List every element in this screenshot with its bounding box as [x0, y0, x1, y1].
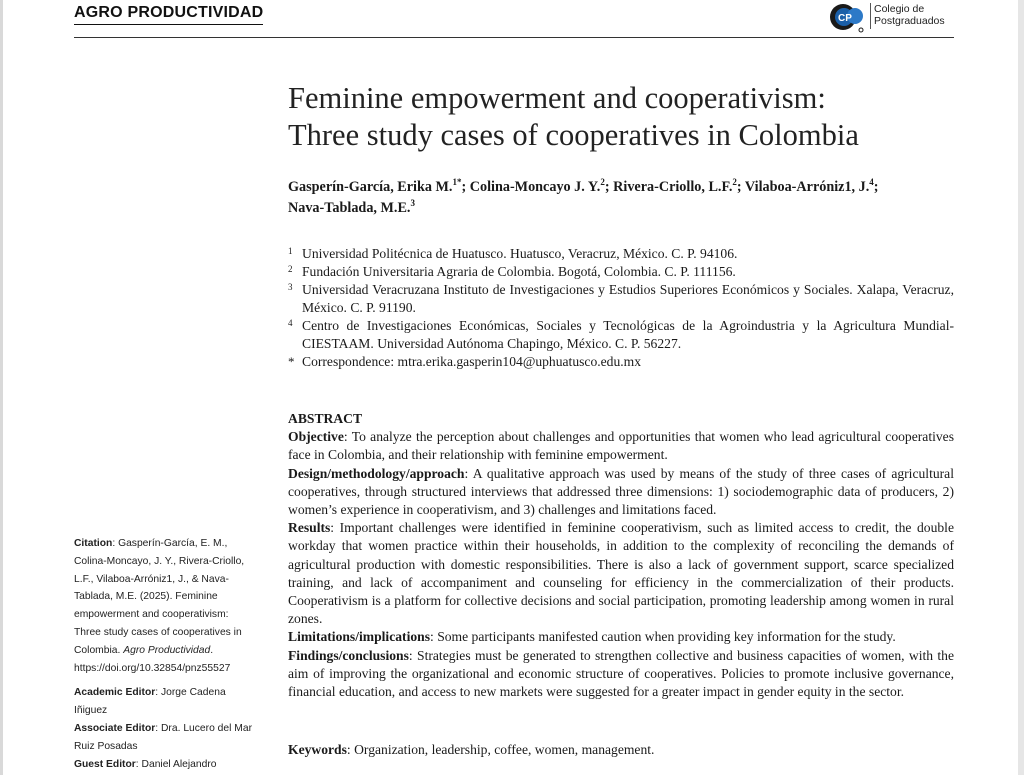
editor-name: Daniel Alejandro [141, 758, 217, 770]
editor-label: Academic Editor [74, 687, 156, 699]
abstract-objective: Objective: To analyze the perception about challenges and opportunities that women who lead agricultural cooperatives face in Colombia, and their relationship with feminine empowerment. [288, 429, 955, 463]
author-name: Nava-Tablada, M.E. [288, 200, 411, 216]
correspondence-mark: * [288, 354, 295, 369]
affiliation-text: Centro de Investigaciones Económicas, Sociales y Tecnológicas de la Agroindustria y la Agricultura Mundial-CIESTAAM. Universidad Autónoma Chapingo, México. C. P. 56227. [302, 318, 954, 351]
section-text: To analyze the perception about challenges and opportunities that women who lead agricultural cooperatives face in Colombia, and their relationship with feminine empowerment. [288, 429, 955, 463]
editor-name: Dra. Lucero del Mar Ruiz Posadas [74, 722, 252, 752]
citation-sidebar [74, 535, 256, 773]
abstract-findings: Findings/conclusions: Strategies must be generated to strengthen collective and business capacities of women, with the aim of improving the organizational and economic structure of cooperatives. Policies to promote inclusive governance, financial education, and access to new markets were suggested for a greater impact in gender equity in the sector. [288, 647, 954, 700]
logo-text-line-1: Colegio de [874, 3, 925, 15]
logo-mark-text: CP [838, 13, 852, 24]
section-label: Objective [288, 429, 344, 445]
affiliation-text: Universidad Veracruzana Instituto de Investigaciones y Estudios Superiores Económicos y Sociales. Xalapa, Veracruz, México. C. P. 91190. [302, 282, 954, 315]
section-label: Results [288, 520, 331, 536]
affiliation-mark: 2 [288, 264, 293, 274]
journal-name: AGRO PRODUCTIVIDAD [74, 4, 263, 25]
title-line-1: Feminine empowerment and cooperativism: [288, 81, 826, 115]
header-rule [74, 37, 954, 38]
abstract-results: Results: Important challenges were identified in feminine cooperativism, such as limited access to credit, the double workday that women practice within their households, in addition to the complexity of reconciling the demands of agricultural production with domestic responsibilities. There is also a lack of government support, scarce specialized training, and lack of accompaniment and counseling for efficiency in the commercialization of their products. Cooperativism is a platform for collective decisions and social participation, promoting leadership among women in rural zones. [288, 520, 954, 627]
citation-label: Citation [74, 538, 113, 549]
author-affil-mark: 1* [452, 177, 462, 187]
affiliation-mark: 3 [288, 282, 293, 292]
cp-logo-icon [828, 0, 868, 34]
affiliation-text: Universidad Politécnica de Huatusco. Huatusco, Veracruz, México. C. P. 94106. [302, 246, 738, 261]
section-label: Design/methodology/approach [288, 465, 465, 481]
affiliation-text: Fundación Universitaria Agraria de Colombia. Bogotá, Colombia. C. P. 111156. [302, 264, 736, 279]
editor-label: Guest Editor [74, 758, 136, 770]
author-name: Colina-Moncayo J. Y. [469, 179, 601, 195]
abstract-design: Design/methodology/approach: A qualitative approach was used by means of the study of three cases of agricultural cooperatives, through structured interviews that addressed three dimensions: 1) sociodemographic data of producers, 2) women’s experience in cooperativism, and 3) challenges and limitations faced. [288, 465, 954, 518]
affiliation-list [288, 245, 954, 371]
keywords-text: Organization, leadership, coffee, women, management. [354, 742, 655, 757]
guest-editor: Guest Editor: Daniel Alejandro [74, 758, 217, 770]
author-list: Gasperín-García, Erika M.$^{1*}$; Colina-Moncayo J. Y.$^2$; Rivera-Criollo, L.F.$^2$; Vilaboa-Arróniz1, J.$^4$; Nava-Tablada, M.E.$^3$ [288, 177, 879, 216]
section-text: Important challenges were identified in feminine cooperativism, such as limited access to credit, the double workday that women practice within their households, in addition to the complexity of reconciling the demands of agricultural production with domestic responsibilities. There is also a lack of government support, scarce specialized training, and lack of accompaniment and counseling for efficiency in the commercialization of their products. Cooperativism is a platform for collective decisions and social participation, promoting leadership among women in rural zones. [288, 520, 954, 627]
author-affil-mark: 2 [732, 177, 737, 187]
title-line-2: Three study cases of cooperatives in Colombia [288, 118, 859, 152]
editor-label: Associate Editor [74, 722, 156, 734]
logo-divider [870, 3, 871, 29]
section-text: A qualitative approach was used by means of the study of three cases of agricultural cooperatives, through structured interviews that addressed three dimensions: 1) sociodemographic data of producers, 2) women’s experience in cooperativism, and 3) challenges and limitations faced. [288, 465, 954, 518]
affiliation-item [288, 263, 954, 281]
logo-text-line-2: Postgraduados [874, 15, 945, 27]
keywords: Keywords: Organization, leadership, coffee, women, management. [288, 742, 655, 757]
citation-text: Gasperín-García, E. M., Colina-Moncayo, J. Y., Rivera-Criollo, L.F., Vilaboa-Arróniz1, J., & Nava-Tablada, M.E. (2025). Feminine empowerment and cooperativism: Three study cases of cooperatives in Colombia. [74, 538, 245, 656]
author-name: Gasperín-García, Erika M. [288, 179, 453, 195]
section-text: Strategies must be generated to strengthen collective and business capacities of women, with the aim of improving the organizational and economic structure of cooperatives. Policies to promote inclusive governance, financial education, and access to new markets were suggested for a greater impact in gender equity in the sector. [288, 647, 954, 700]
citation: Citation: Gasperín-García, E. M., Colina-Moncayo, J. Y., Rivera-Criollo, L.F., Vilaboa-Arróniz1, J., & Nava-Tablada, M.E. (2025). Feminine empowerment and cooperativism: Three study cases of cooperatives in Colombia. Agro Productividad. https://doi.org/10.32854/pnz55527 [74, 538, 245, 674]
author-affil-mark: 2 [600, 177, 605, 187]
viewer-left-edge [0, 0, 3, 775]
institution-logo [828, 0, 958, 34]
viewer-scrollbar[interactable] [1018, 0, 1024, 775]
logo-text [874, 3, 958, 27]
citation-journal: Agro Productividad [123, 644, 211, 656]
section-label: Findings/conclusions [288, 647, 409, 663]
author-name: Vilaboa-Arróniz1, J. [744, 179, 870, 195]
associate-editor: Associate Editor: Dra. Lucero del Mar Ruiz Posadas [74, 722, 252, 752]
keywords-label: Keywords [288, 742, 347, 757]
abstract-heading: ABSTRACT [288, 411, 363, 426]
affiliation-item [288, 317, 954, 353]
correspondence-text[interactable]: Correspondence: mtra.erika.gasperin104@uphuatusco.edu.mx [302, 354, 642, 369]
affiliation-item [288, 245, 954, 263]
article-title [288, 80, 968, 154]
editor-name: Jorge Cadena Iñiguez [74, 687, 226, 717]
affiliation-mark: 4 [288, 318, 293, 328]
author-affil-mark: 4 [869, 177, 874, 187]
author-name: Rivera-Criollo, L.F. [613, 179, 733, 195]
section-label: Limitations/implications [288, 629, 430, 645]
academic-editor: Academic Editor: Jorge Cadena Iñiguez [74, 687, 226, 717]
correspondence-item [288, 353, 954, 371]
citation-doi[interactable]: . https://doi.org/10.32854/pnz55527 [74, 644, 231, 674]
author-affil-mark: 3 [410, 198, 415, 208]
abstract [288, 410, 954, 701]
affiliation-item [288, 281, 954, 317]
affiliation-mark: 1 [288, 246, 293, 256]
section-text: Some participants manifested caution when providing key information for the study. [437, 629, 896, 645]
abstract-limitations: Limitations/implications: Some participants manifested caution when providing key information for the study. [288, 629, 896, 645]
